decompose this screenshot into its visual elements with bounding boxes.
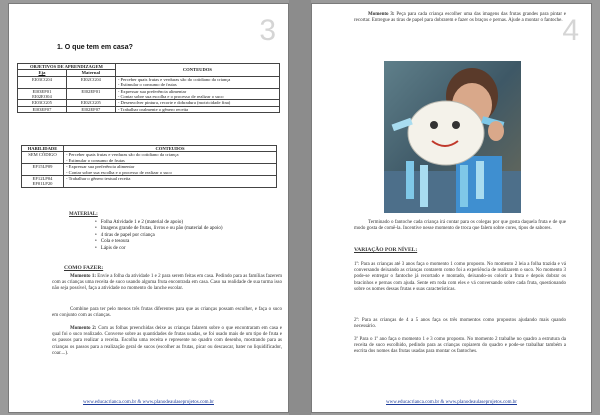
child-puppet-photo xyxy=(384,61,521,213)
momento-1-paragraph-2: Combine para ter pelo menos três frutas diferentes para que as crianças possam escolher, e faça o suco em conjunto com as crianças. xyxy=(52,307,282,319)
table-row xyxy=(22,164,277,176)
momento-2-label: Momento 2: xyxy=(70,326,97,331)
subheader-maternal: Maternal xyxy=(66,70,115,76)
after-photo-paragraph: Terminado o fantoche cada criança irá contar para os colegas por que gosta daquela fruta e de que modo gosta de comê-la. Incentive nesse momento de troca que falem sobre cores, tipos de sabores. xyxy=(354,220,566,232)
table-row xyxy=(18,106,280,112)
list-item: • Lápis de cor xyxy=(95,246,223,252)
cell-code: EI02CG04 xyxy=(66,76,115,88)
list-item: • Imagens grande de frutas, livros e ou pão (material de apoio) xyxy=(95,226,223,232)
cell-content: - Desenvolver pintura, recorte e dobradura (motricidade fina) xyxy=(115,100,279,106)
cell-content: - Perceber quais frutas e verduras são do cotidiano da criança - Estimular o consumo de frutas xyxy=(115,76,279,88)
objectives-header: OBJETIVOS DE APRENDIZAGEM xyxy=(18,64,116,70)
cell-code: SEM CÓDIGO xyxy=(22,152,64,164)
cell-code: EF12LP04 EF01LP20 xyxy=(22,176,64,188)
table-row xyxy=(18,76,280,88)
list-item: • 4 tiras de papel por criança xyxy=(95,233,223,239)
variation-3-paragraph: 3º Para o 1º ano faça o momento 1 e 3 como proposto. No momento 2 trabalhe no quadro a estrutura da receita de suco escolhido, pedindo para as crianças copiarem do quadro e pode-se trabalhar também a escrita dos nomes das frutas usadas para montar os fantoches. xyxy=(354,337,566,355)
cell-code: EI03CG05 xyxy=(18,100,67,106)
cell-code: EI02EF07 xyxy=(66,106,115,112)
skills-table xyxy=(21,145,277,188)
variation-2-paragraph: 2º: Para as crianças de 4 a 5 anos faça os três momentos como propostos ajudando mais quando necessário. xyxy=(354,318,566,330)
cell-code: EI02EF01 xyxy=(66,88,115,100)
cell-content: - Trabalhar oralmente o gênero receita xyxy=(115,106,279,112)
momento-2-text: Com as folhas preenchidas deixe as crianças falarem sobre o que encontraram em casa e qual foi o suco realizado. Converse sobre as quantidades de frutas usadas, se foi usado mais de um tipo de fruta e os passos para realizar a receita. Escolha uma receita e represente no quadro com desenho, mostrando para as crianças os passos para a realização geral de sucos (escolher as frutas, picar ou descascar, bater no liquidificador, coar....). xyxy=(52,326,283,356)
momento-3-paragraph xyxy=(354,12,566,24)
photo-illustration xyxy=(384,61,521,213)
materials-list xyxy=(95,220,223,252)
momento-3-label: Momento 3: xyxy=(368,12,395,17)
cell-code: EI03CG04 xyxy=(18,76,67,88)
momento-1-paragraph xyxy=(52,274,282,293)
variation-label: VARIAÇÃO POR NÍVEL: xyxy=(354,247,418,253)
momento-2-paragraph xyxy=(52,326,282,357)
page-gutter xyxy=(289,0,311,415)
cell-code: EI02CG05 xyxy=(66,100,115,106)
list-item: • Folha Atividade 1 e 2 (material de apoio) xyxy=(95,220,223,226)
como-fazer-label: COMO FAZER: xyxy=(64,265,104,271)
footer-links[interactable]: www.educacrianca.com.br & www.planodeaulaseprojetos.com.br xyxy=(83,400,214,405)
document-page-4 xyxy=(311,3,592,413)
section-title: 1. O que tem em casa? xyxy=(57,44,133,51)
list-item: • Cola e tesoura xyxy=(95,239,223,245)
contents-header: CONTEUDOS xyxy=(64,146,277,152)
momento-1-label: Momento 1: xyxy=(70,274,96,279)
subheader-eja: Eja xyxy=(18,70,67,76)
cell-code: EF15LP09 xyxy=(22,164,64,176)
skills-header: HABILIDADE xyxy=(22,146,64,152)
cell-code: EI03EF01 EI02EO04 xyxy=(18,88,67,100)
document-page-3 xyxy=(8,3,289,413)
cell-content: - Expressar sua preferência alimentar - Contar sobre sua escolha e o processo de realizar o suco xyxy=(115,88,279,100)
contents-header: CONTEUDOS xyxy=(115,64,279,77)
cell-code: EI03EF07 xyxy=(18,106,67,112)
table-row xyxy=(22,176,277,188)
material-label: MATERIAL: xyxy=(69,212,98,217)
page-number: 3 xyxy=(259,14,276,47)
cell-content: - Perceber quais frutas e verduras são do cotidiano da criança - Estimular o consumo de frutas xyxy=(64,152,277,164)
variation-1-paragraph: 1º: Para as crianças até 3 anos faça o momento 1 como proposto. No momento 2 leia a folha trazida e vá conversando deixando as crianças contarem como foi a experiência de realizarem o suco. No momento 3 pode-se entregar o fantoche já recortado e montado, deixando-os colorir a fruta e depois dobrar os bracinhos e pernas com ajuda. Sente em roda com eles e vá conversando sobre cada fruta, questionando sobre os nomes dessas frutas e suas características. xyxy=(354,262,566,292)
momento-1-text: Envie a folha da atividade 1 e 2 para serem feitas em casa. Pedindo para as famílias fazerem com as crianças uma receita de suco usando alguma fruta encontrada em casa. Caso na realidade de sua turma isso não seja possível, faça a atividade no momento do lanche escolar. xyxy=(52,274,283,292)
cell-content: - Expressar sua preferência alimentar - Contar sobre sua escolha e o processo de realizar o suco xyxy=(64,164,277,176)
page-number: 4 xyxy=(562,14,579,47)
cell-content: - Trabalhar o gênero textual receita xyxy=(64,176,277,188)
footer-links[interactable]: www.educacrianca.com.br & www.planodeaulaseprojetos.com.br xyxy=(386,400,517,405)
objectives-table xyxy=(17,63,280,113)
momento-3-text: Peça para cada criança escolher uma das imagens das frutas grandes para pintar e recortar. Entregue as tiras de papel para dobrarem e fazer os braços e pernas. Ajude a montar o fantoche. xyxy=(354,12,567,24)
table-row xyxy=(22,152,277,164)
table-row xyxy=(18,88,280,100)
